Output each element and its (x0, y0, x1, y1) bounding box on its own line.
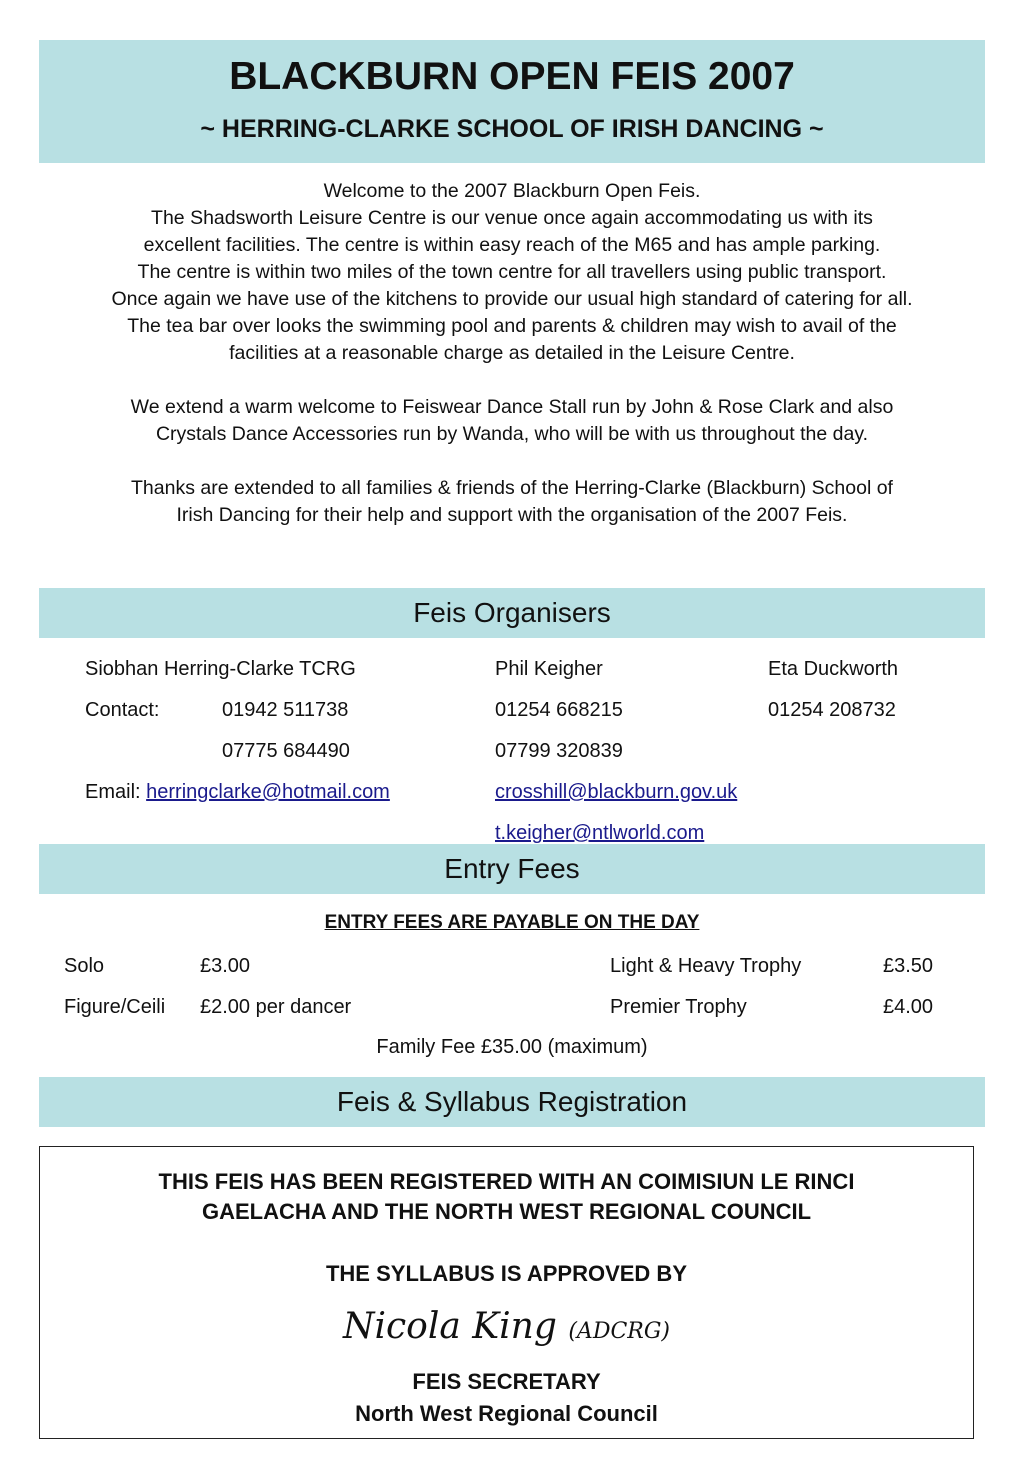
family-fee: Family Fee £35.00 (maximum) (376, 1036, 648, 1058)
fee-price: £3.00 (200, 955, 251, 977)
secretary-council: North West Regional Council (355, 1401, 658, 1426)
page-subtitle: ~ HERRING-CLARKE SCHOOL OF IRISH DANCING ~ (200, 115, 824, 143)
fee-label: Figure/Ceili (64, 996, 166, 1018)
organisers-heading: Feis Organisers (39, 588, 985, 638)
organiser-name: Eta Duckworth (768, 658, 899, 680)
thanks-line: Irish Dancing for their help and support with the organisation of the 2007 Feis. (176, 504, 848, 526)
contact-label: Contact: (85, 699, 160, 721)
organiser-name: Phil Keigher (495, 658, 603, 680)
phone-number: 01942 511738 (222, 699, 349, 721)
fees-payable-notice: ENTRY FEES ARE PAYABLE ON THE DAY (324, 912, 700, 933)
phone-number: 07775 684490 (222, 740, 350, 762)
intro-line: The Shadsworth Leisure Centre is our venue once again accommodating us with its (151, 207, 873, 229)
intro-line: Welcome to the 2007 Blackburn Open Feis. (323, 180, 701, 202)
approver-qualification: (ADCRG) (568, 1319, 671, 1344)
email-link[interactable]: t.keigher@ntlworld.com (495, 822, 705, 844)
phone-number: 07799 320839 (495, 740, 623, 762)
phone-number: 01254 668215 (495, 699, 623, 721)
fee-price: £4.00 (883, 996, 934, 1018)
fee-price: £3.50 (883, 955, 934, 977)
fees-heading: Entry Fees (39, 844, 985, 894)
fee-label: Premier Trophy (610, 996, 747, 1018)
email-row (85, 780, 390, 804)
approver-name: Nicola King (342, 1306, 557, 1347)
intro-line: The centre is within two miles of the town centre for all travellers using public transport. (137, 261, 887, 283)
secretary-title: FEIS SECRETARY (412, 1369, 601, 1394)
intro-line: facilities at a reasonable charge as detailed in the Leisure Centre. (229, 342, 795, 364)
fee-label: Solo (64, 955, 105, 977)
fee-label: Light & Heavy Trophy (610, 955, 802, 977)
thanks-line: Thanks are extended to all families & friends of the Herring-Clarke (Blackburn) School of (131, 477, 893, 499)
stalls-line: We extend a warm welcome to Feiswear Dance Stall run by John & Rose Clark and also (130, 396, 894, 418)
intro-line: Once again we have use of the kitchens to provide our usual high standard of catering for all. (111, 288, 913, 310)
syllabus-approved-line: THE SYLLABUS IS APPROVED BY (325, 1261, 687, 1286)
intro-text (30, 178, 994, 529)
header-band (39, 40, 985, 163)
organiser-name: Siobhan Herring-Clarke TCRG (85, 658, 356, 680)
approver-signature (40, 1305, 973, 1354)
email-label: Email: (85, 781, 147, 803)
email-link[interactable]: herringclarke@hotmail.com (146, 781, 390, 803)
stalls-line: Crystals Dance Accessories run by Wanda, who will be with us throughout the day. (155, 423, 869, 445)
registration-heading: Feis & Syllabus Registration (39, 1077, 985, 1127)
registration-statement (40, 1167, 973, 1227)
fee-price: £2.00 per dancer (200, 996, 352, 1018)
page-title: BLACKBURN OPEN FEIS 2007 (229, 55, 795, 98)
registration-line: GAELACHA AND THE NORTH WEST REGIONAL COUNCIL (201, 1199, 812, 1224)
intro-line: The tea bar over looks the swimming pool and parents & children may wish to avail of the (127, 315, 897, 337)
registration-line: THIS FEIS HAS BEEN REGISTERED WITH AN COIMISIUN LE RINCI (158, 1169, 855, 1194)
phone-number: 01254 208732 (768, 699, 896, 721)
registration-box (39, 1146, 974, 1439)
email-link[interactable]: crosshill@blackburn.gov.uk (495, 781, 738, 803)
intro-line: excellent facilities. The centre is within easy reach of the M65 and has ample parking. (143, 234, 881, 256)
